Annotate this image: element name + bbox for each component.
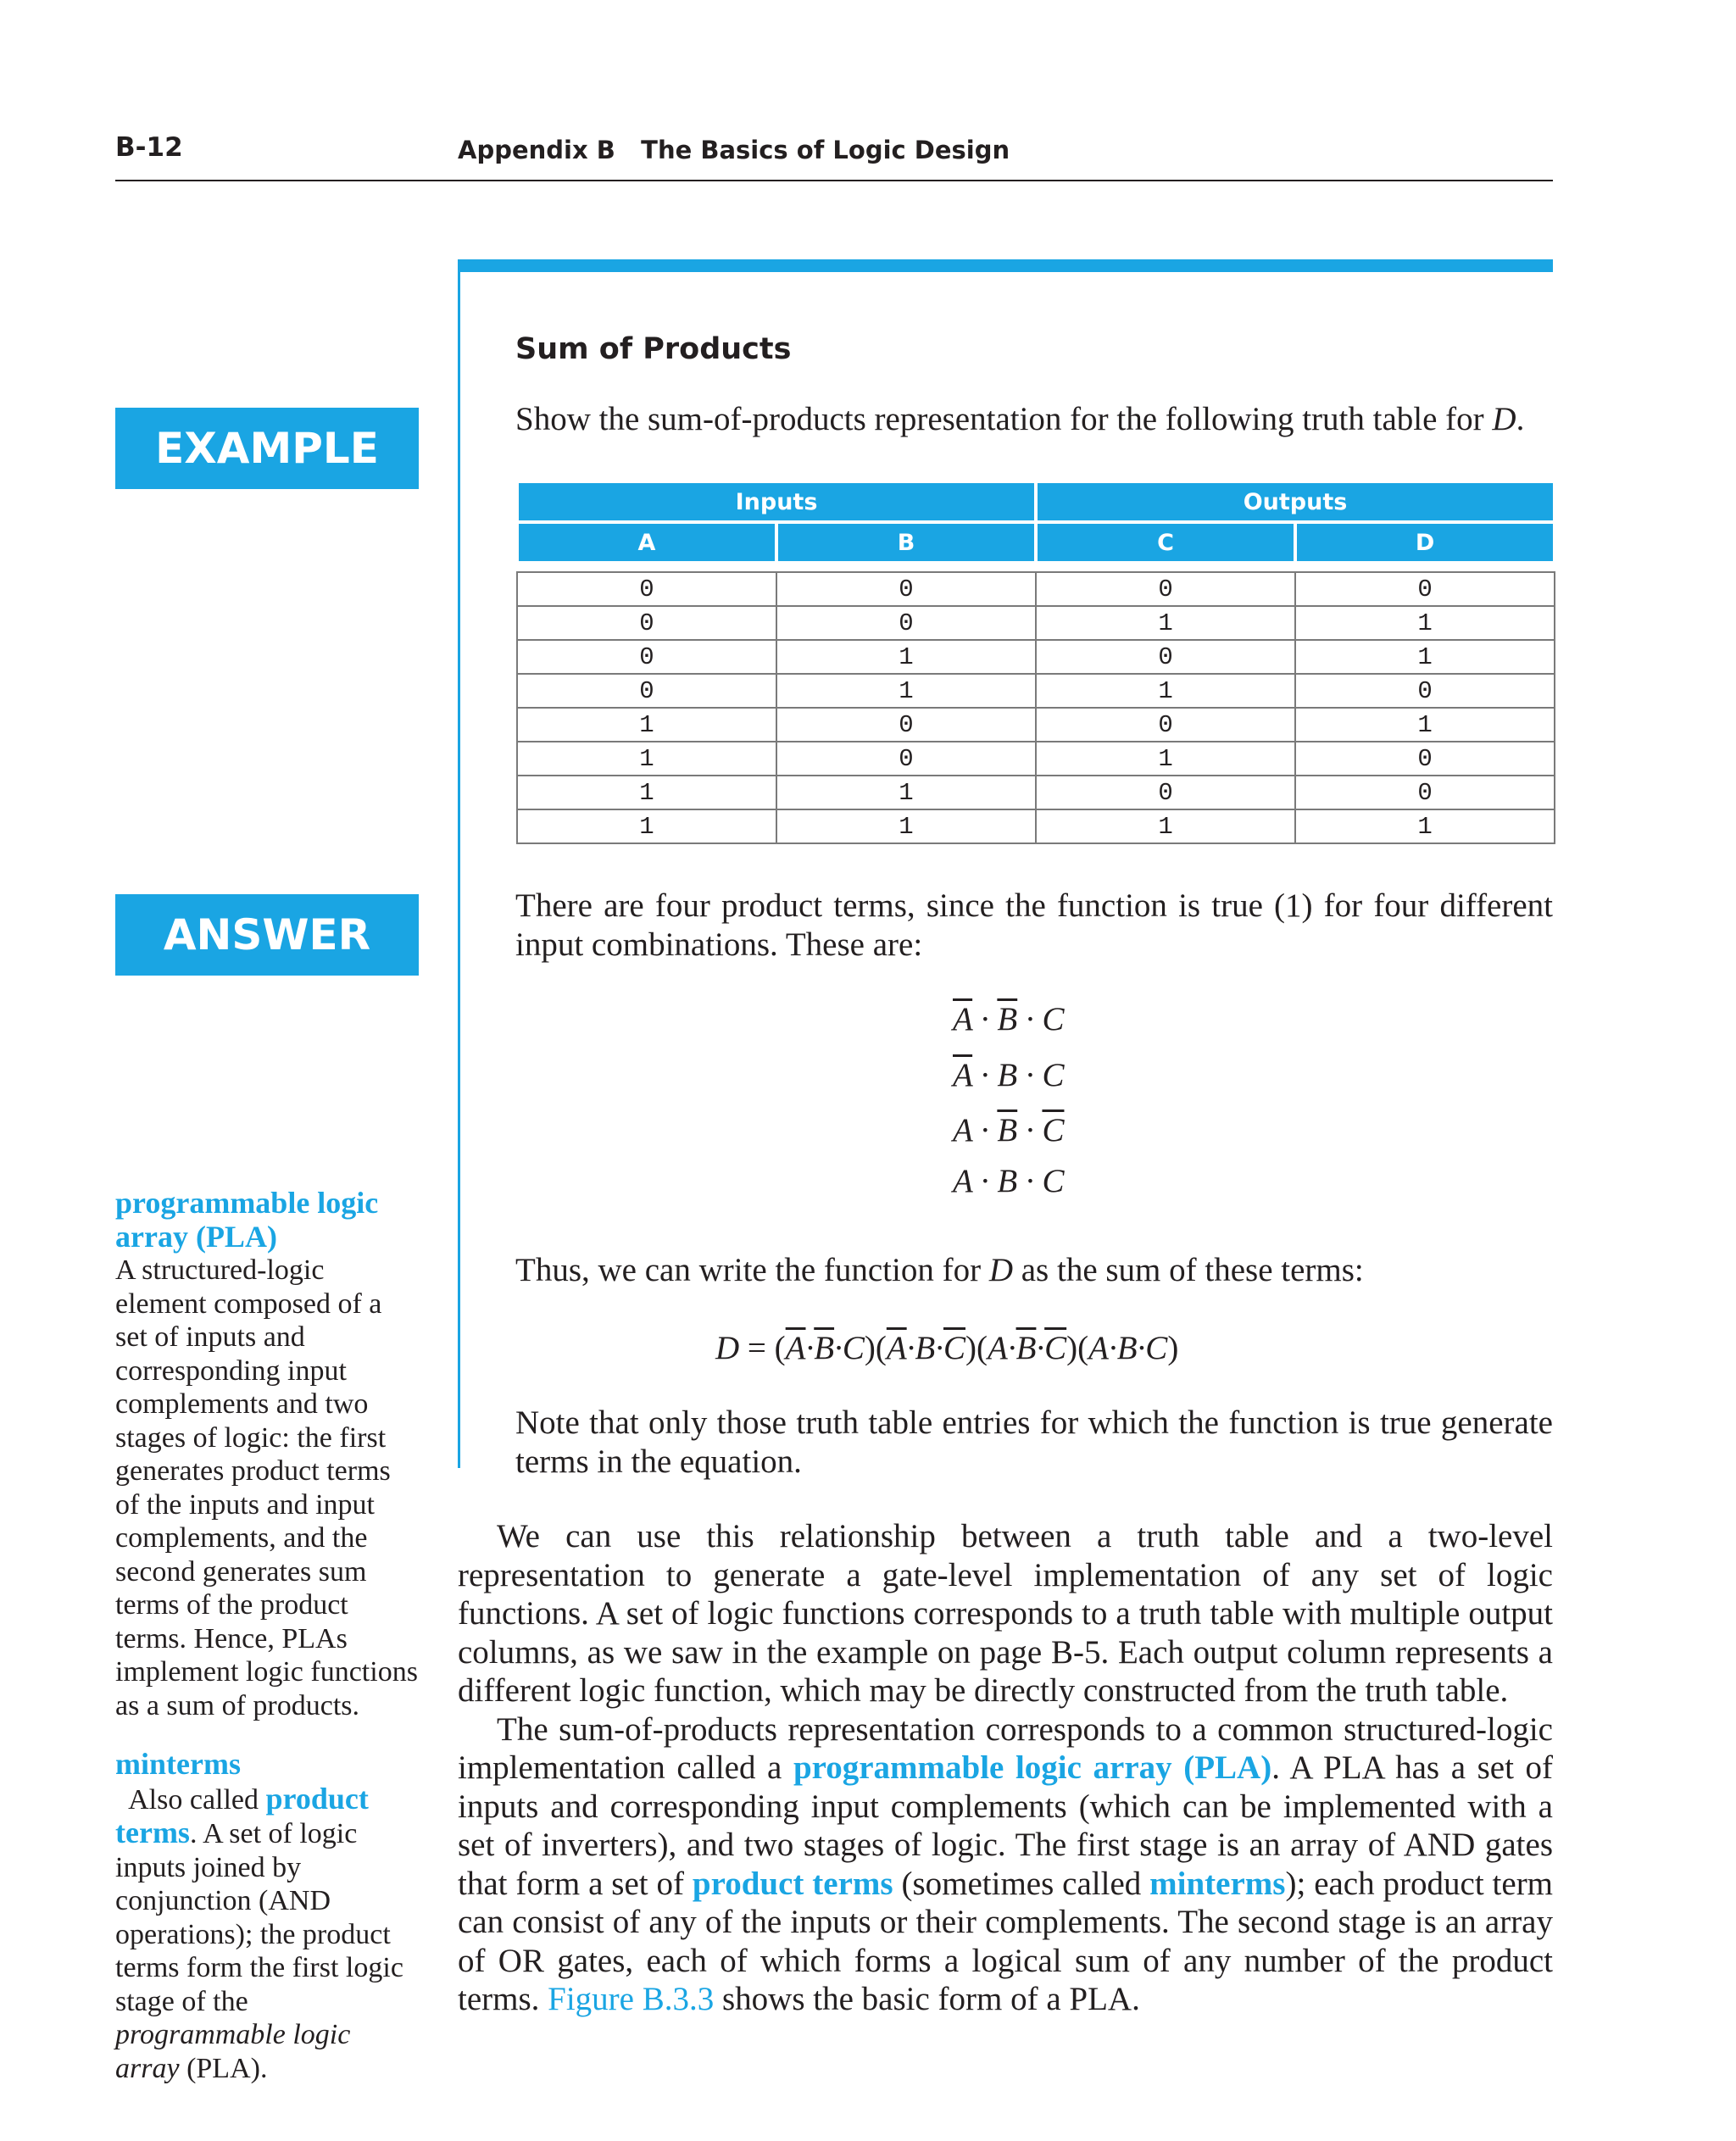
table-row [517,776,1555,809]
cell-b: 0 [776,606,1036,640]
paragraph-2: The sum-of-products representation corresponds to a common structured-logic implementation called a programmable logic array (PLA). A PLA has a set of inputs and corresponding input complements (which can be implemented with a set of inverters), and two stages of logic. The first stage is an array of AND gates that form a set of product terms (sometimes called minterms); each product term can consist of any of the inputs or their complements. The second stage is an array of OR gates, each of which forms a logical sum of any number of the product terms. Figure B.3.3 shows the basic form of a PLA. [458,1710,1554,2017]
cell-a: 1 [517,776,776,809]
cell-d: 1 [1295,640,1555,674]
table-row [517,606,1555,640]
cell-a: 0 [517,572,776,606]
example-frame-left-bar [458,259,460,1468]
column-header-d: D [1295,522,1555,563]
cell-d: 0 [1295,674,1555,708]
glossary-link-minterms[interactable]: minterms [1149,1865,1286,1902]
cell-d: 0 [1295,742,1555,776]
cell-a: 1 [517,809,776,843]
cell-c: 1 [1036,674,1295,708]
cell-b: 1 [776,809,1036,843]
cell-a: 1 [517,708,776,742]
answer-label: ANSWER [115,894,419,976]
example-label: EXAMPLE [115,408,419,489]
table-row [517,674,1555,708]
cell-a: 0 [517,640,776,674]
note-text: Note that only those truth table entries for which the function is true generate terms in the equation. [515,1404,1553,1480]
cell-b: 1 [776,640,1036,674]
glossary-entry-minterms: minterms Also called product terms. A set of logic inputs joined by conjunction (AND operations); the product terms form the first logic stage of the programmable logic array (PLA). [115,1747,403,2084]
cell-b: 0 [776,708,1036,742]
table-row [517,809,1555,843]
table-row [517,572,1555,606]
glossary-term-minterms: minterms [115,1747,241,1781]
table-row [517,708,1555,742]
cell-b: 0 [776,742,1036,776]
product-term-1: $\overline{A} \cdot \overline{B} \cdot C$ [953,1001,1065,1037]
cell-c: 0 [1036,708,1295,742]
sum-of-products-equation: $D = (\overline{A}\cdot\overline{B}\cdot C)(\overline{A}\cdot B\cdot\overline{C})(A\cdot\overline{B}\cdot\overline{C})(A\cdot B\cdot C)$ [715,1330,1179,1366]
paragraph-1: We can use this relationship between a truth table and a two-level representation to generate a gate-level implementation of any set of logic functions. A set of logic functions corresponds to a truth table with multiple output columns, as we saw in the example on page B-5. Each output column represents a different logic function, which may be directly constructed from the truth table. [458,1518,1553,1709]
cell-c: 0 [1036,572,1295,606]
glossary-link-product-terms[interactable]: product terms [692,1865,893,1902]
cell-b: 1 [776,674,1036,708]
thus-text: Thus, we can write the function for D as the sum of these terms: [515,1252,1364,1288]
cell-d: 1 [1295,708,1555,742]
cell-c: 0 [1036,776,1295,809]
cell-d: 0 [1295,776,1555,809]
glossary-term-pla: programmable logic array (PLA) [115,1186,379,1254]
header-rule [115,180,1553,181]
cell-c: 1 [1036,742,1295,776]
prompt-variable: D [1492,401,1516,437]
cell-d: 1 [1295,606,1555,640]
running-head: Appendix B The Basics of Logic Design [458,136,1010,164]
example-title: Sum of Products [515,332,792,366]
glossary-entry-pla [115,1187,420,1722]
cell-b: 1 [776,776,1036,809]
cell-a: 0 [517,606,776,640]
cell-d: 1 [1295,809,1555,843]
page-number: B-12 [115,132,183,163]
cell-c: 1 [1036,809,1295,843]
cell-a: 0 [517,674,776,708]
cell-d: 0 [1295,572,1555,606]
cell-c: 1 [1036,606,1295,640]
truth-table-body [517,572,1555,843]
glossary-link-pla[interactable]: programmable logic array (PLA) [793,1749,1272,1786]
group-header-inputs: Inputs [517,483,1036,522]
column-header-b: B [776,522,1036,563]
example-frame-top-bar [458,259,1553,272]
glossary-definition-pla: A structured-logic element composed of a set of inputs and corresponding input complements and two stages of logic: the first generates product terms of the inputs and input complements, and the second generates sum terms of the product terms. Hence, PLAs implement logic functions as a sum of products. [115,1254,418,1721]
body-text [458,1517,1553,2019]
product-term-4: A · B · C [953,1163,1065,1199]
product-term-3: $A \cdot \overline{B} \cdot \overline{C}$ [953,1112,1065,1148]
truth-table [515,483,1556,844]
table-row [517,742,1555,776]
group-header-outputs: Outputs [1036,483,1555,522]
answer-intro: There are four product terms, since the function is true (1) for four different input combinations. These are: [515,887,1553,963]
cell-a: 1 [517,742,776,776]
column-header-a: A [517,522,776,563]
example-prompt: Show the sum-of-products representation for the following truth table for D. [515,401,1525,437]
table-row [517,640,1555,674]
cell-c: 0 [1036,640,1295,674]
cell-b: 0 [776,572,1036,606]
product-term-2: $\overline{A} \cdot B \cdot C$ [953,1057,1065,1093]
glossary-term-product-terms: product terms [115,1781,369,1849]
header-gap [517,563,1555,572]
column-header-c: C [1036,522,1295,563]
figure-reference-link[interactable]: Figure B.3.3 [548,1981,715,2017]
